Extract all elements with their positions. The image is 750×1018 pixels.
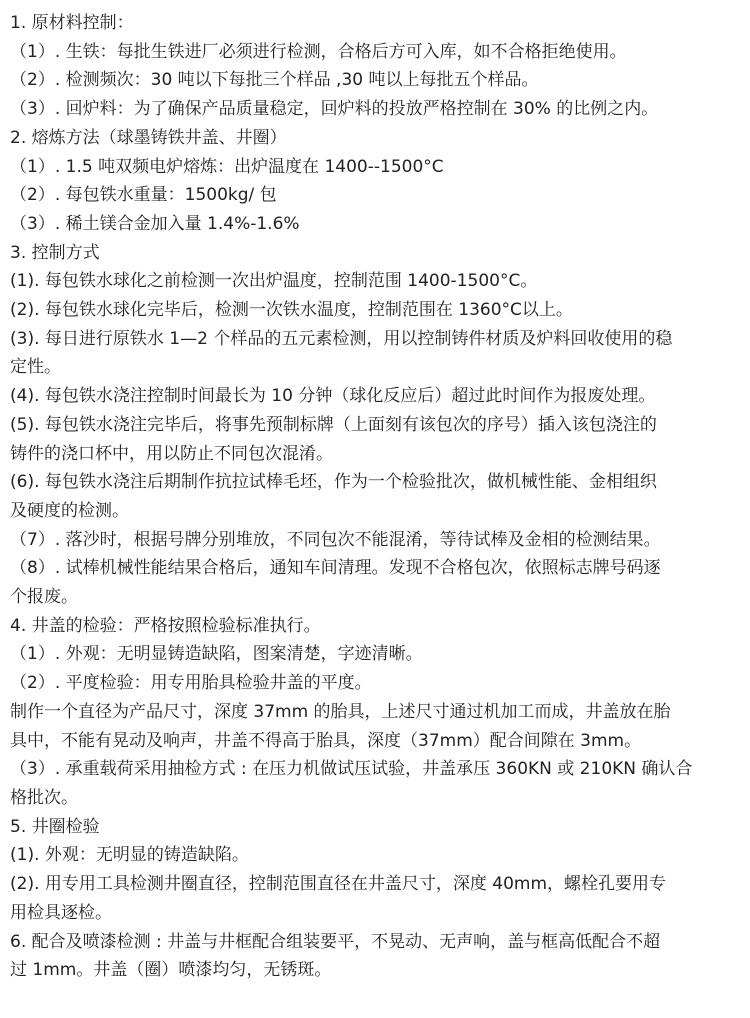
heading-control-method: 3. 控制方式 (10, 242, 100, 263)
text-line: 用检具逐检。 (10, 902, 112, 923)
text-line: （3）. 稀土镁合金加入量 1.4%-1.6% (10, 213, 300, 234)
text-line: (6). 每包铁水浇注后期制作抗拉试棒毛坯，作为一个检验批次，做机械性能、金相组织 (10, 472, 657, 493)
heading-fit-and-paint-inspection: 6. 配合及喷漆检测 : 井盖与井框配合组装要平，不晃动、无声响，盖与框高低配合不超 (10, 931, 661, 952)
text-line: （1）. 生铁：每批生铁进厂必须进行检测，合格后方可入库，如不合格拒绝使用。 (10, 41, 627, 62)
text-line: 制作一个直径为产品尺寸，深度 37mm 的胎具，上述尺寸通过机加工而成，井盖放在胎 (10, 701, 671, 722)
text-line: (1). 外观：无明显的铸造缺陷。 (10, 845, 249, 866)
heading-frame-inspection: 5. 井圈检验 (10, 816, 100, 837)
text-line: 过 1mm。井盖（圈）喷漆均匀，无锈斑。 (10, 960, 332, 981)
text-line: (2). 每包铁水球化完毕后，检测一次铁水温度，控制范围在 1360°C以上。 (10, 300, 573, 321)
text-line: （8）. 试棒机械性能结果合格后，通知车间清理。发现不合格包次，依照标志牌号码逐 (10, 558, 661, 579)
text-line: （1）. 外观：无明显铸造缺陷，图案清楚，字迹清晰。 (10, 644, 423, 665)
text-line: （2）. 平度检验：用专用胎具检验井盖的平度。 (10, 673, 372, 694)
text-line: （1）. 1.5 吨双频电炉熔炼：出炉温度在 1400--1500°C (10, 156, 444, 177)
text-line: (3). 每日进行原铁水 1—2 个样品的五元素检测，用以控制铸件材质及炉料回收使用的稳 (10, 328, 673, 349)
text-line: 个报废。 (10, 587, 78, 608)
text-line: 铸件的浇口杯中，用以防止不同包次混淆。 (10, 443, 333, 464)
text-line: 及硬度的检测。 (10, 500, 129, 521)
text-line: (2). 用专用工具检测井圈直径，控制范围直径在井盖尺寸，深度 40mm，螺栓孔要用专 (10, 874, 667, 895)
text-line: (1). 每包铁水球化之前检测一次出炉温度，控制范围 1400-1500°C。 (10, 271, 538, 292)
text-line: 具中，不能有晃动及响声，井盖不得高于胎具，深度（37mm）配合间隙在 3mm。 (10, 730, 642, 751)
text-line: （7）. 落沙时，根据号牌分别堆放，不同包次不能混淆，等待试棒及金相的检测结果。 (10, 529, 661, 550)
heading-cover-inspection: 4. 井盖的检验：严格按照检验标准执行。 (10, 615, 321, 636)
text-line: （2）. 检测频次：30 吨以下每批三个样品 ,30 吨以上每批五个样品。 (10, 70, 539, 91)
text-line: (4). 每包铁水浇注控制时间最长为 10 分钟（球化反应后）超过此时间作为报废处理。 (10, 386, 656, 407)
text-line: 格批次。 (10, 787, 78, 808)
heading-raw-material-control: 1. 原材料控制： (10, 13, 134, 33)
text-line: （3）. 回炉料：为了确保产品质量稳定，回炉料的投放严格控制在 30% 的比例之内。 (10, 99, 659, 120)
text-line: 定性。 (10, 357, 61, 378)
text-line: (5). 每包铁水浇注完毕后，将事先预制标牌（上面刻有该包次的序号）插入该包浇注的 (10, 414, 657, 435)
heading-smelting-method: 2. 熔炼方法（球墨铸铁井盖、井圈） (10, 127, 287, 148)
text-line: （2）. 每包铁水重量：1500kg/ 包 (10, 185, 277, 206)
text-line: （3）. 承重载荷采用抽检方式 : 在压力机做试压试验，井盖承压 360KN 或 210KN 确认合 (10, 759, 693, 780)
